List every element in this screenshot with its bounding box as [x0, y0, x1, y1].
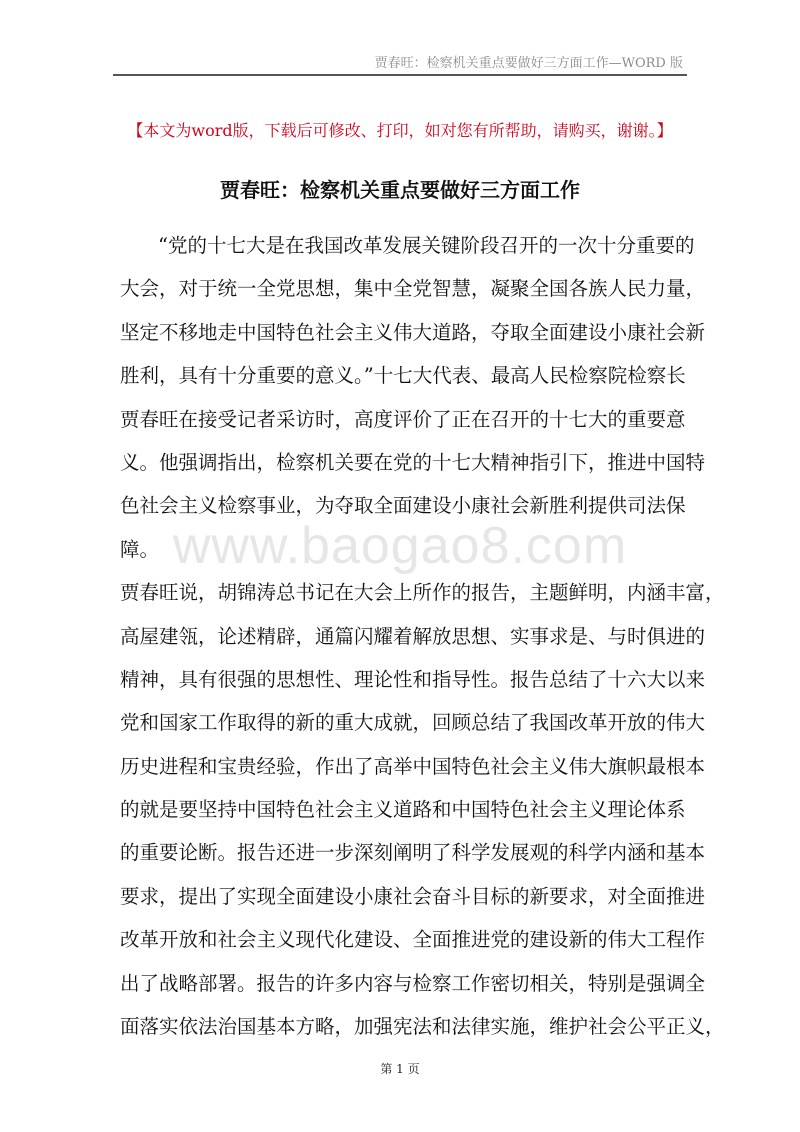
- text-line: 大会，对于统一全党思想，集中全党智慧，凝聚全国各族人民力量，: [120, 277, 706, 301]
- text-line: 色社会主义检察事业，为夺取全面建设小康社会新胜利提供司法保: [120, 494, 686, 518]
- running-header: 贾春旺：检察机关重点要做好三方面工作—WORD 版: [374, 56, 683, 71]
- text-line: 坚定不移地走中国特色社会主义伟大道路，夺取全面建设小康社会新: [120, 320, 706, 344]
- text-line: 精神，具有很强的思想性、理论性和指导性。报告总结了十六大以来: [120, 667, 706, 691]
- text-line: 贾春旺说，胡锦涛总书记在大会上所作的报告，主题鲜明，内涵丰富，: [120, 581, 725, 605]
- text-line: 的就是要坚持中国特色社会主义道路和中国特色社会主义理论体系: [120, 798, 686, 822]
- text-line: 义。他强调指出，检察机关要在党的十七大精神指引下，推进中国特: [120, 450, 706, 474]
- text-line: 改革开放和社会主义现代化建设、全面推进党的建设新的伟大工程作: [120, 928, 706, 952]
- text-line: 出了战略部署。报告的许多内容与检察工作密切相关，特别是强调全: [120, 971, 706, 995]
- text-line: 贾春旺在接受记者采访时，高度评价了正在召开的十七大的重要意: [120, 407, 686, 431]
- page-number: 第 1 页: [380, 1062, 420, 1076]
- document-title: 贾春旺：检察机关重点要做好三方面工作: [220, 178, 580, 202]
- text-line: 障。: [120, 537, 160, 561]
- watermark: www.baogao8.com: [172, 517, 628, 575]
- text-line: 历史进程和宝贵经验，作出了高举中国特色社会主义伟大旗帜最根本: [120, 754, 706, 778]
- text-line: 的重要论断。报告还进一步深刻阐明了科学发展观的科学内涵和基本: [120, 841, 706, 865]
- download-notice: 【本文为word版，下载后可修改、打印，如对您有所帮助，请购买，谢谢。】: [127, 121, 673, 140]
- document-body: [120, 233, 725, 1057]
- text-line: 胜利，具有十分重要的意义。”十七大代表、最高人民检察院检察长: [120, 364, 686, 388]
- header-divider: [113, 74, 687, 76]
- paragraph: [120, 233, 706, 580]
- text-line: 高屋建瓴，论述精辟，通篇闪耀着解放思想、实事求是、与时俱进的: [120, 624, 706, 648]
- text-line: 面落实依法治国基本方略，加强宪法和法律实施，维护社会公平正义，: [120, 1015, 725, 1039]
- paragraph: [120, 580, 725, 1057]
- text-line: 党和国家工作取得的新的重大成就，回顾总结了我国改革开放的伟大: [120, 711, 706, 735]
- text-line: 要求，提出了实现全面建设小康社会奋斗目标的新要求，对全面推进: [120, 884, 706, 908]
- text-line: “党的十七大是在我国改革发展关键阶段召开的一次十分重要的: [158, 234, 695, 257]
